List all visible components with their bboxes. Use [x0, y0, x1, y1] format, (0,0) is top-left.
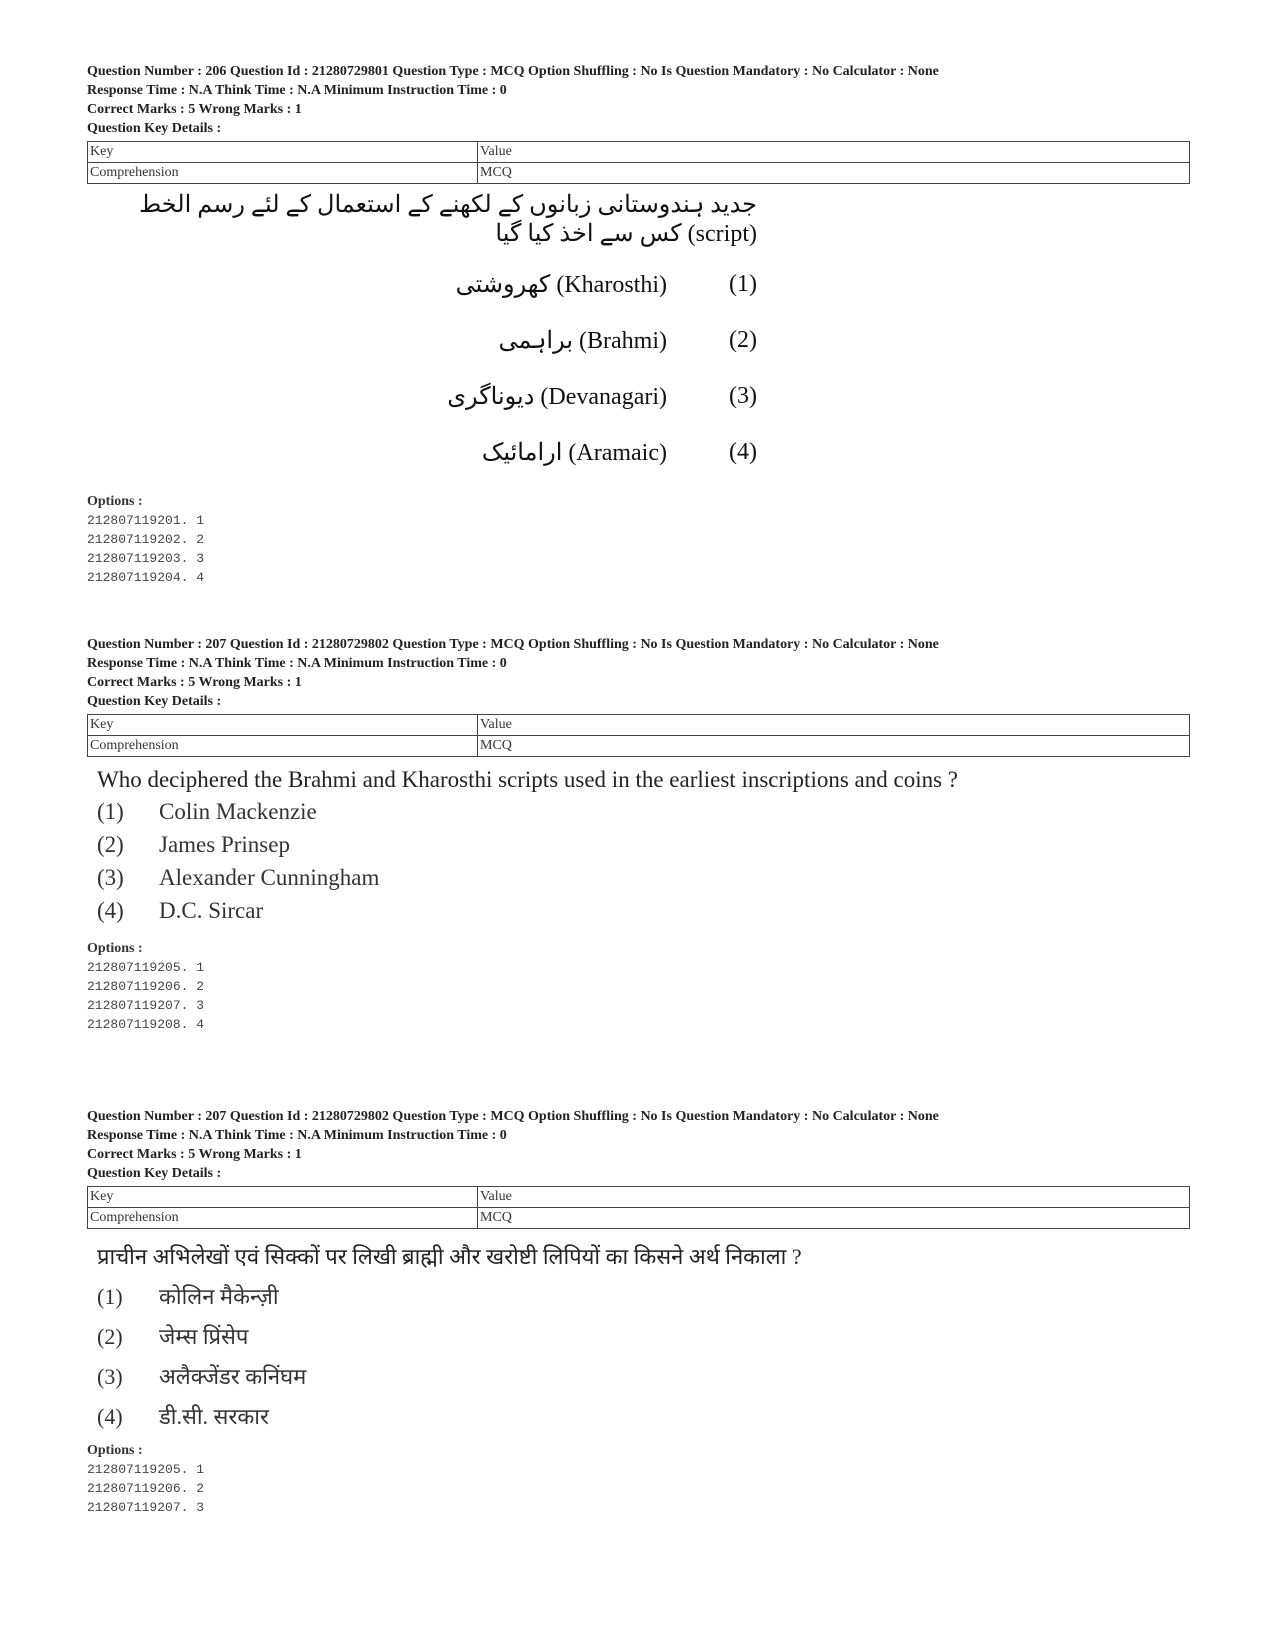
- question-207-hindi: [87, 1107, 1192, 1517]
- option-id: 212807119205. 1: [87, 960, 205, 975]
- choice-item: [97, 861, 1192, 894]
- option-id: 212807119204. 4: [87, 570, 205, 585]
- choice-item: [87, 424, 757, 480]
- choice-text: براہمی (Brahmi): [498, 327, 667, 354]
- meta-line: Correct Marks : 5 Wrong Marks : 1: [87, 1147, 302, 1162]
- choice-text: دیوناگری (Devanagari): [447, 383, 667, 410]
- choice-number: (1): [97, 1284, 123, 1309]
- choice-list: [87, 256, 1192, 480]
- question-206: [87, 62, 1192, 587]
- choice-text: डी.सी. सरकार: [159, 1404, 270, 1429]
- question-text: جدید ہندوستانی زبانوں کے لکھنے کے استعمال کے لئے رسم الخط (script) کس سے اخذ کیا گیا: [139, 192, 757, 247]
- table-row: [88, 163, 1190, 184]
- option-id: 212807119206. 2: [87, 979, 205, 994]
- question-meta: [87, 1107, 1192, 1183]
- option-id: 212807119207. 3: [87, 1500, 205, 1515]
- options-list: [87, 511, 1192, 587]
- choice-number: (2): [97, 1324, 123, 1349]
- value-cell: MCQ: [478, 1208, 1190, 1229]
- choice-item: [97, 1397, 1192, 1437]
- option-id: 212807119206. 2: [87, 1481, 205, 1496]
- options-title: Options :: [87, 1443, 143, 1458]
- meta-line: Response Time : N.A Think Time : N.A Minimum Instruction Time : 0: [87, 1128, 507, 1143]
- meta-line: Correct Marks : 5 Wrong Marks : 1: [87, 675, 302, 690]
- choice-list: [87, 795, 1192, 927]
- choice-number: (4): [97, 898, 124, 923]
- value-cell: MCQ: [478, 736, 1190, 757]
- meta-line: Question Number : 207 Question Id : 21280729802 Question Type : MCQ Option Shuffling : No Is Question Mandatory : No Calculator : None: [87, 1109, 939, 1124]
- meta-line: Question Key Details :: [87, 121, 222, 136]
- choice-text: ارامائیک (Aramaic): [481, 439, 667, 466]
- key-details-table: [87, 141, 1190, 184]
- choice-number: (3): [729, 382, 757, 409]
- meta-line: Question Number : 206 Question Id : 21280729801 Question Type : MCQ Option Shuffling : No Is Question Mandatory : No Calculator : None: [87, 64, 939, 79]
- question-text: Who deciphered the Brahmi and Kharosthi scripts used in the earliest inscriptions and coins ?: [97, 767, 958, 792]
- table-row: [88, 1187, 1190, 1208]
- choice-text: जेम्स प्रिंसेप: [159, 1324, 249, 1349]
- key-details-table: [87, 714, 1190, 757]
- choice-item: [97, 894, 1192, 927]
- value-header: Value: [478, 715, 1190, 736]
- choice-text: James Prinsep: [159, 832, 290, 857]
- table-row: [88, 142, 1190, 163]
- choice-list: [87, 1277, 1192, 1437]
- key-cell: Comprehension: [88, 163, 478, 184]
- question-207-english: [87, 635, 1192, 1034]
- choice-item: [97, 828, 1192, 861]
- choice-number: (2): [97, 832, 124, 857]
- key-header: Key: [88, 1187, 478, 1208]
- choice-number: (1): [97, 799, 124, 824]
- choice-text: کھروشتی (Kharosthi): [455, 271, 667, 298]
- choice-item: [97, 1277, 1192, 1317]
- key-cell: Comprehension: [88, 1208, 478, 1229]
- choice-number: (3): [97, 865, 124, 890]
- choice-item: [87, 312, 757, 368]
- choice-text: Alexander Cunningham: [159, 865, 380, 890]
- choice-number: (3): [97, 1364, 123, 1389]
- key-header: Key: [88, 142, 478, 163]
- option-id: 212807119205. 1: [87, 1462, 205, 1477]
- option-id: 212807119207. 3: [87, 998, 205, 1013]
- value-header: Value: [478, 142, 1190, 163]
- choice-item: [97, 795, 1192, 828]
- options-list: [87, 958, 1192, 1034]
- question-meta: [87, 62, 1192, 138]
- choice-text: कोलिन मैकेन्ज़ी: [159, 1284, 279, 1309]
- choice-number: (2): [729, 326, 757, 353]
- choice-item: [87, 368, 757, 424]
- key-cell: Comprehension: [88, 736, 478, 757]
- meta-line: Question Number : 207 Question Id : 21280729802 Question Type : MCQ Option Shuffling : No Is Question Mandatory : No Calculator : None: [87, 637, 939, 652]
- choice-number: (1): [729, 270, 757, 297]
- table-row: [88, 1208, 1190, 1229]
- choice-item: [87, 256, 757, 312]
- option-id: 212807119201. 1: [87, 513, 205, 528]
- key-header: Key: [88, 715, 478, 736]
- choice-item: [97, 1317, 1192, 1357]
- meta-line: Question Key Details :: [87, 1166, 222, 1181]
- question-text: प्राचीन अभिलेखों एवं सिक्कों पर लिखी ब्राह्मी और खरोष्टी लिपियों का किसने अर्थ निकाला ?: [97, 1244, 802, 1269]
- choice-number: (4): [97, 1404, 123, 1429]
- option-id: 212807119203. 3: [87, 551, 205, 566]
- option-id: 212807119208. 4: [87, 1017, 205, 1032]
- question-meta: [87, 635, 1192, 711]
- meta-line: Response Time : N.A Think Time : N.A Minimum Instruction Time : 0: [87, 83, 507, 98]
- choice-number: (4): [729, 438, 757, 465]
- value-cell: MCQ: [478, 163, 1190, 184]
- options-title: Options :: [87, 941, 143, 956]
- choice-text: D.C. Sircar: [159, 898, 264, 923]
- options-title: Options :: [87, 494, 143, 509]
- value-header: Value: [478, 1187, 1190, 1208]
- meta-line: Correct Marks : 5 Wrong Marks : 1: [87, 102, 302, 117]
- meta-line: Question Key Details :: [87, 694, 222, 709]
- table-row: [88, 715, 1190, 736]
- choice-text: अलैक्जेंडर कनिंघम: [159, 1364, 307, 1389]
- key-details-table: [87, 1186, 1190, 1229]
- table-row: [88, 736, 1190, 757]
- options-list: [87, 1460, 1192, 1517]
- meta-line: Response Time : N.A Think Time : N.A Minimum Instruction Time : 0: [87, 656, 507, 671]
- option-id: 212807119202. 2: [87, 532, 205, 547]
- choice-text: Colin Mackenzie: [159, 799, 317, 824]
- choice-item: [97, 1357, 1192, 1397]
